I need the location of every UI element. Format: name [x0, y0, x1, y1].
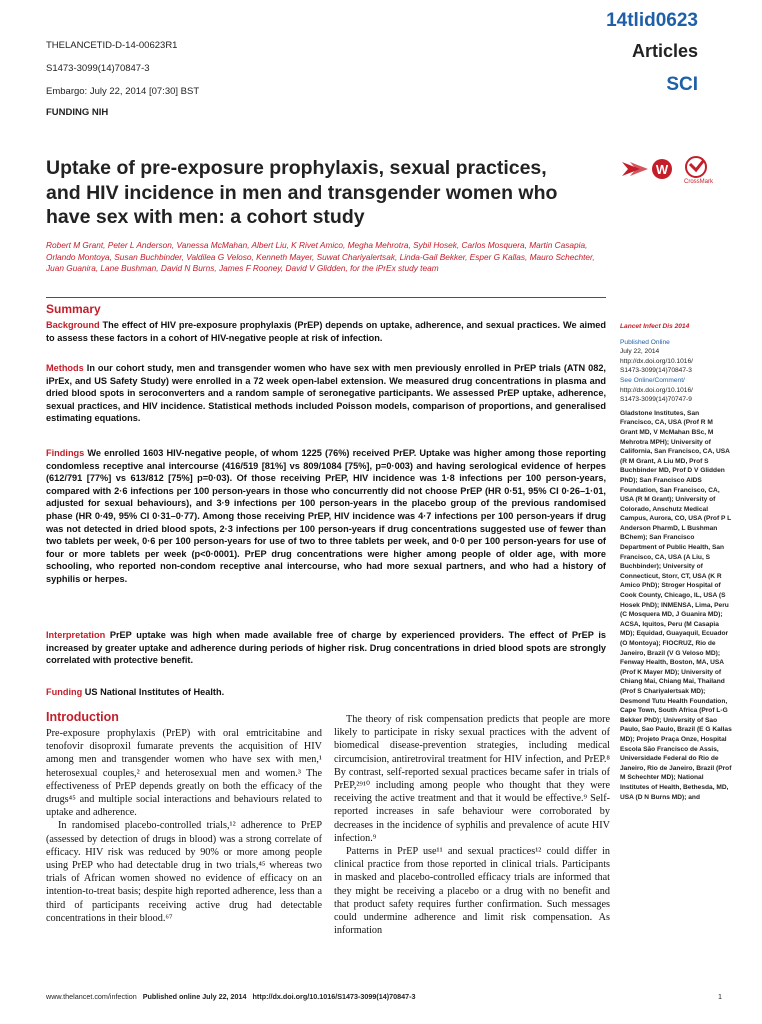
published-doi-code[interactable]: S1473-3099(14)70847-3: [620, 367, 692, 375]
journal-url[interactable]: www.thelancet.com/infection: [46, 992, 137, 1001]
journal-citation: Lancet Infect Dis 2014: [620, 323, 690, 330]
article-code: 14tlid0623: [606, 10, 698, 31]
svg-text:W: W: [655, 162, 669, 177]
introduction-heading: Introduction: [46, 710, 119, 724]
footer: [46, 992, 416, 1001]
funding-line: FUNDING NIH: [46, 107, 109, 118]
article-icons: [618, 152, 718, 192]
summary-heading: Summary: [46, 302, 101, 316]
methods-text: In our cohort study, men and transgender women who have sex with men previously enrolled in PrEP trials (ATN 082, iPrEx, and US Safety Study) were enrolled in a 72 week open-label extension. We measured drug concentrations in plasma and dried blood spots in seroconverters and a random sample of seronegative participants. We assessed PrEP uptake, adherence, sexual practices, and HIV incidence. Statistical methods included Poisson models, comparison of proportions, and generalised estimating equations.: [46, 363, 606, 424]
published-doi-link[interactable]: http://dx.doi.org/10.1016/: [620, 357, 693, 365]
comment-doi-link[interactable]: http://dx.doi.org/10.1016/: [620, 386, 693, 394]
section-label: Articles: [631, 41, 698, 61]
footer-doi[interactable]: http://dx.doi.org/10.1016/S1473-3099(14)70847-3: [252, 992, 416, 1001]
footer-published: Published online July 22, 2014: [142, 992, 247, 1001]
intro-column-2: [334, 713, 610, 937]
w-badge-icon: [652, 159, 672, 179]
intro-paragraph: In randomised placebo-controlled trials,¹² adherence to PrEP (assessed by detection of drugs in blood) was a strong correlate of efficacy. HIV risk was reduced by 90% or more among people using PrEP who had detectable drug in two trials,⁴⁵ whereas two trials of African women showed no evidence of efficacy on an intention-to-treat basis; despite high reported adherence, less than a third of participants receiving active drug had detectable concentrations in their blood.⁶⁷: [46, 820, 322, 924]
methods-label: Methods: [46, 363, 84, 373]
interpretation-paragraph: [46, 629, 606, 667]
funding-label: Funding: [46, 687, 83, 697]
findings-text: We enrolled 1603 HIV-negative people, of whom 1225 (76%) received PrEP. Uptake was higher among those reporting condomless receptive anal intercourse (416/519 [81%] vs 809/1084 [75%], p=0·003) and having serological evidence of herpes (612/791 [77%] vs 613/812 [75%] p=0·03). Of those receiving PrEP, HIV incidence was 1·8 infections per 100 person-years, compared with 2·6 infections per 100 person-years in those who concurrently did not choose PrEP (HR 0·51, 95% CI 0·26–1·01, adjusted for sexual behaviours), and 3·9 infections per 100 person-years in the placebo group of the previous randomised phase (HR 0·49, 95% CI 0·31–0·77). Among those receiving PrEP, HIV incidence was 4·7 infections per 100 person-years if drug was not detected in dried blood spots, 2·3 infections per 100 person-years if drug concentrations suggested use of fewer than two tablets per week, 0·6 per 100 person-years for use of two to three tablets per week, and 0·0 per 100 person-years for use of four or more tablets per week (p<0·0001). PrEP drug concentrations were higher among people of older age, with more schooling, who reported non-condom receptive anal intercourse, who had more sexual partners, and who had a history of syphilis or herpes.: [46, 448, 606, 584]
author-list: Robert M Grant, Peter L Anderson, Vanessa McMahan, Albert Liu, K Rivet Amico, Megha Mehrotra, Sybil Hosek, Carlos Mosquera, Martin Casapia, Orlando Montoya, Susan Buchbinder, Valdilea G Veloso, Kenneth Mayer, Suwat Chariyalertsak, Linda-Gail Bekker, Esper G Kallas, Mauro Schechter, Juan Guanira, Lane Bushman, David N Burns, James F Rooney, David V Glidden, for the iPrEx study team: [46, 240, 595, 273]
intro-paragraph: Pre-exposure prophylaxis (PrEP) with oral emtricitabine and tenofovir disoproxil fumarate prevents the acquisition of HIV among men and transgender women who have sex with men,¹ heterosexual couples,² and heterosexual men and women.³ The effectiveness of PrEP depends greatly on both the efficacy of the drugs⁴⁵ and multiple social interactions and behaviours related to uptake and adherence.: [46, 728, 322, 819]
doi-code: S1473-3099(14)70847-3: [46, 63, 150, 74]
manuscript-id: THELANCETID-D-14-00623R1: [46, 40, 178, 51]
sidebar: [620, 322, 732, 802]
intro-column-1: [46, 727, 322, 925]
published-online-label: Published Online: [620, 338, 670, 346]
comment-doi-code[interactable]: S1473-3099(14)70747-9: [620, 396, 692, 404]
crossmark-icon: [686, 157, 706, 177]
intro-paragraph: Patterns in PrEP use¹¹ and sexual practices¹² could differ in clinical practice from those reported in clinical trials. Participants in masked and placebo-controlled efficacy trials are informed that they might be receiving a placebo or a drug with no benefit and that product safety requires further confirmation. Such messages could undermine adherence and limit risk compensation. As information: [334, 846, 610, 937]
see-comment-label[interactable]: See Online/Comment/: [620, 376, 685, 384]
page-number: 1: [718, 992, 722, 1001]
published-date: July 22, 2014: [620, 348, 660, 356]
article-title: Uptake of pre-exposure prophylaxis, sexual practices, and HIV incidence in men and transgender women who have sex with men: a cohort study: [46, 157, 558, 228]
summary-rule: [46, 297, 606, 298]
crossmark-label: CrossMark: [684, 179, 714, 185]
background-paragraph: [46, 319, 606, 344]
intro-paragraph: The theory of risk compensation predicts that people are more likely to participate in risky sexual practices with the advent of biomedical disease-prevention strategies, including medical circumcision, antiretroviral treatment for HIV infection, and PrEP.⁸ By contrast, self-reported sexual practices became safer in trials of PrEP,²⁹¹⁰ including among people who thought that they were receiving the active treatment and that it would be effective.⁹ Self-reported increases in safe behaviour were corroborated by decreases in the incidence of syphilis and prevalence of acute HIV infection.⁹: [334, 714, 610, 844]
interpretation-label: Interpretation: [46, 630, 106, 640]
findings-paragraph: [46, 447, 606, 586]
embargo-line: Embargo: July 22, 2014 [07:30] BST: [46, 86, 200, 97]
background-text: The effect of HIV pre-exposure prophylaxis (PrEP) depends on uptake, adherence, and sexual practices. We aimed to assess these factors in a cohort of HIV-negative people at risk of infection.: [46, 320, 607, 343]
funding-text: US National Institutes of Health.: [84, 687, 225, 697]
open-access-arrow-icon: [622, 162, 648, 176]
interpretation-text: PrEP uptake was high when made available free of charge by experienced providers. The effect of PrEP is increased by greater uptake and adherence during periods of higher risk. Drug concentrations in dried blood spots are strongly correlated with protective benefit.: [46, 630, 606, 666]
affiliations: Gladstone Institutes, San Francisco, CA, USA (Prof R M Grant MD, V McMahan BSc, M Mehrotra MPH); University of California, San Francisco, CA, USA (R M Grant, A Liu MD, Prof S Buchbinder MD, Prof D V Glidden PhD); San Francisco AIDS Foundation, San Francisco, CA, USA (R M Grant); University of Colorado, Anschutz Medical Campus, Aurora, CO, USA (Prof P L Anderson PharmD, L Bushman BChem); San Francisco Department of Public Health, San Francisco, CA, USA (A Liu, S Buchbinder); University of Connecticut, Storr, CT, USA (K R Amico PhD); Stroger Hospital of Cook County, Chicago, IL, USA (S Hosek PhD); INMENSA, Lima, Peru (C Mosquera MD, J Guanira MD); ACSA, Iquitos, Peru (M Casapia MD); Equidad, Guayaquil, Ecuador (O Montoya); FIOCRUZ, Rio de Janeiro, Brazil (V G Veloso MD); Fenway Health, Boston, MA, USA (Prof K Mayer MD); University of Chiang Mai, Chiang Mai, Thailand (Prof S Chariyalertsak MD); Desmond Tutu Health Foundation, Cape Town, South Africa (Prof L-G Bekker PhD); University of Sao Paulo, Sao Paulo, Brazil (E G Kallas MD); Projeto Praça Onze, Hospital Escola São Francisco de Assis, Universidade Federal do Rio de Janeiro, Rio de Janeiro, Brazil (Prof M Schechter MD); National Institutes of Health, Bethesda, MD, USA (D N Burns MD); and: [620, 409, 732, 801]
sci-tag: SCI: [666, 74, 698, 95]
funding-paragraph: [46, 686, 606, 699]
findings-label: Findings: [46, 448, 85, 458]
methods-paragraph: [46, 362, 606, 425]
background-label: Background: [46, 320, 100, 330]
